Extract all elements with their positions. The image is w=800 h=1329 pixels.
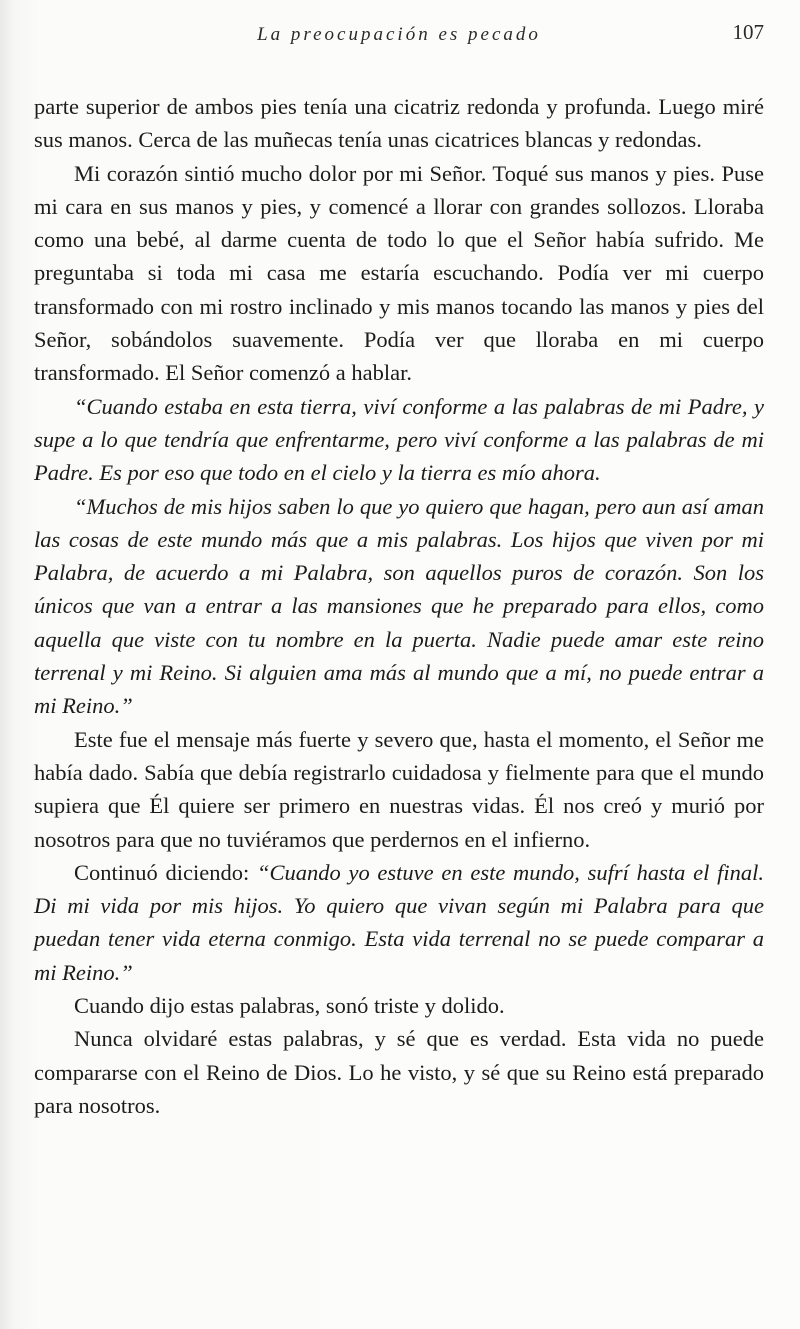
paragraph-3: Este fue el mensaje más fuerte y severo que, hasta el momento, el Señor me había dado. Sabía que debía registrarlo cuidadosa y fielmente para que el mundo supiera que Él quiere ser primero en nuestras vidas. Él nos creó y murió por nosotros para que no tuviéramos que perdernos en el infierno. — [34, 726, 764, 852]
quote-paragraph-1: “Cuando estaba en esta tierra, viví conforme a las palabras de mi Padre, y supe a lo que tendría que enfrentarme, pero viví conforme a las palabras de mi Padre. Es por eso que todo en el cielo y la tierra es mío ahora. — [34, 393, 764, 486]
paragraph-1: parte superior de ambos pies tenía una cicatriz redonda y profunda. Luego miré sus manos. Cerca de las muñecas tenía unas cicatrices blancas y redondas. — [34, 94, 764, 153]
page-body — [34, 90, 764, 1122]
paragraph-5: Cuando dijo estas palabras, sonó triste y dolido. — [74, 993, 505, 1019]
paragraph-2: Mi corazón sintió mucho dolor por mi Señor. Toqué sus manos y pies. Puse mi cara en sus manos y pies, y comencé a llorar con grandes sollozos. Lloraba como una bebé, al darme cuenta de todo lo que el Señor había sufrido. Me preguntaba si toda mi casa me estaría escuchando. Podía ver mi cuerpo transformado con mi rostro inclinado y mis manos tocando las manos y pies del Señor, sobándolos suavemente. Podía ver que lloraba en mi cuerpo transformado. El Señor comenzó a hablar. — [34, 160, 764, 386]
page-number: 107 — [732, 20, 764, 44]
paragraph-4-quote: “Cuando yo estuve en este mundo, sufrí hasta el final. Di mi vida por mis hijos. Yo quiero que vivan según mi Palabra para que puedan tener vida eterna conmigo. Esta vida terrenal no se puede comparar a mi Reino.” — [34, 859, 764, 985]
paragraph-4-intro: Continuó diciendo: — [74, 859, 257, 885]
page-header — [34, 20, 764, 52]
paragraph-6: Nunca olvidaré estas palabras, y sé que es verdad. Esta vida no puede compararse con el Reino de Dios. Lo he visto, y sé que su Reino está preparado para nosotros. — [34, 1026, 764, 1118]
quote-paragraph-2: “Muchos de mis hijos saben lo que yo quiero que hagan, pero aun así aman las cosas de este mundo más que a mis palabras. Los hijos que viven por mi Palabra, de acuerdo a mi Palabra, son aquellos puros de corazón. Son los únicos que van a entrar a las mansiones que he preparado para ellos, como aquella que viste con tu nombre en la puerta. Nadie puede amar este reino terrenal y mi Reino. Si alguien ama más al mundo que a mí, no puede entrar a mi Reino.” — [34, 493, 764, 719]
running-head: La preocupación es pecado — [257, 24, 541, 45]
paragraph-4 — [34, 856, 764, 989]
